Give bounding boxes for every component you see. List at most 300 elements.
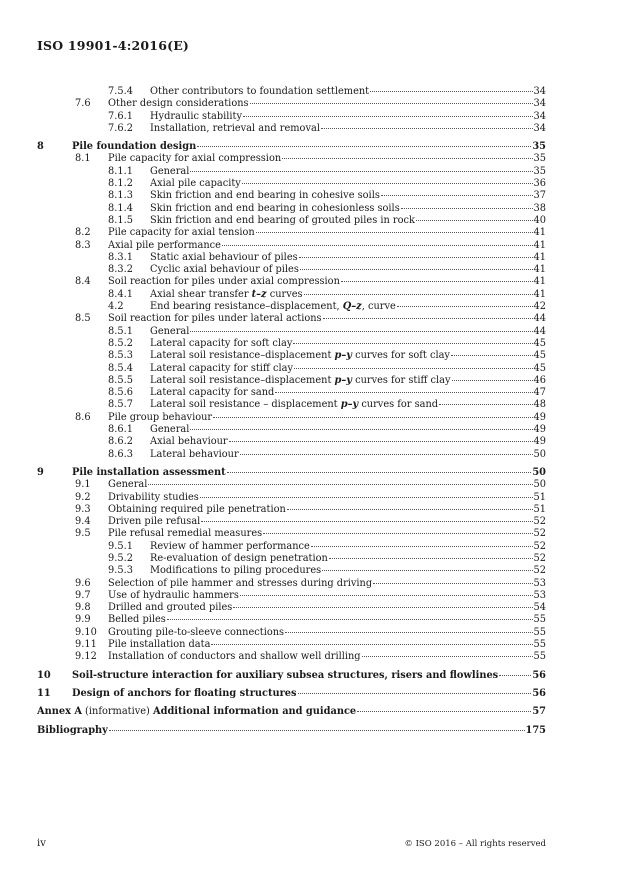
toc-entry-number: 8 [37, 141, 44, 153]
toc-dot-leader [401, 208, 533, 209]
toc-entry-page: 34 [533, 98, 546, 110]
toc-entry[interactable] [37, 215, 546, 227]
toc-entry-page: 41 [533, 276, 546, 288]
toc-entry-page: 37 [533, 190, 546, 202]
toc-entry-number: 8.1.4 [108, 202, 133, 214]
toc-entry-title [150, 252, 298, 264]
toc-entry-number: 9.5.3 [108, 565, 133, 577]
toc-entry[interactable] [37, 479, 546, 491]
toc-entry-title [150, 326, 189, 338]
toc-entry-title-part: Axial shear transfer [150, 288, 252, 300]
toc-entry-page: 53 [533, 589, 546, 601]
toc-dot-leader [233, 607, 532, 608]
toc-entry-title [108, 492, 199, 504]
toc-entry[interactable] [37, 541, 546, 553]
toc-entry-page: 55 [533, 651, 546, 663]
toc-entry[interactable] [37, 553, 546, 565]
toc-entry-page: 36 [533, 178, 546, 190]
toc-dot-leader [357, 711, 531, 712]
toc-dot-leader [451, 355, 533, 356]
document-id-header: ISO 19901-4:2016(E) [37, 38, 190, 53]
toc-entry-number: 9.1 [75, 479, 91, 491]
toc-entry-title-part: Lateral capacity for sand [150, 387, 275, 399]
toc-entry-number: 9.10 [75, 626, 97, 638]
toc-entry-title-part: curves [266, 288, 303, 300]
toc-entry-number: 11 [37, 687, 51, 699]
toc-entry-title [108, 528, 262, 540]
toc-entry[interactable] [37, 203, 546, 215]
toc-entry-title [150, 166, 189, 178]
toc-entry-page: 53 [533, 577, 546, 589]
toc-dot-leader [229, 441, 533, 442]
toc-entry-title-part: General [150, 424, 190, 436]
toc-entry[interactable] [37, 670, 546, 682]
toc-entry-title-part: Axial pile performance [108, 239, 221, 251]
toc-dot-leader [242, 183, 533, 184]
toc-entry-title-part: Other contributors to foundation settlement [150, 86, 370, 97]
toc-dot-leader [190, 171, 532, 172]
toc-entry-title-part: Soil-structure interaction for auxiliary subsea structures, risers and flowlines [72, 669, 499, 681]
toc-dot-leader [298, 693, 532, 694]
toc-entry-title [150, 178, 241, 190]
toc-entry-number: 9.9 [75, 614, 91, 626]
toc-entry-page: 45 [533, 362, 546, 374]
toc-entry-title-part: Review of hammer performance [150, 540, 310, 552]
toc-entry-title-part: End bearing resistance–displacement, [150, 301, 343, 313]
toc-entry-title [150, 424, 189, 436]
toc-entry-title [108, 98, 249, 110]
toc-entry[interactable] [37, 436, 546, 448]
toc-entry[interactable] [37, 141, 546, 153]
toc-entry-title-part: Soil reaction for piles under axial compression [108, 276, 340, 288]
toc-entry-page: 46 [533, 374, 546, 386]
toc-entry-title-part: Installation of conductors and shallow well drilling [108, 651, 361, 663]
toc-entry-page: 52 [533, 540, 546, 552]
toc-entry-title [108, 651, 361, 663]
toc-entry-title-part: Lateral soil resistance–displacement [150, 350, 335, 362]
toc-entry[interactable] [37, 651, 546, 663]
toc-entry[interactable] [37, 98, 546, 110]
toc-entry[interactable] [37, 227, 546, 239]
toc-entry[interactable] [37, 387, 546, 399]
footer-page-number: iv [37, 838, 46, 849]
toc-entry-page: 175 [525, 724, 546, 736]
toc-entry-title-part: Grouting pile-to-sleeve connections [108, 626, 285, 638]
toc-dot-leader [200, 497, 533, 498]
toc-entry[interactable] [37, 639, 546, 651]
toc-entry-number: 10 [37, 669, 51, 681]
toc-entry-title-part: Lateral capacity for stiff clay [150, 362, 293, 374]
toc-dot-leader [322, 570, 532, 571]
toc-entry-number: 9.3 [75, 503, 91, 515]
toc-entry[interactable] [37, 350, 546, 362]
toc-entry-title-part: Belled piles [108, 614, 166, 626]
toc-entry-page: 50 [533, 479, 546, 491]
table-of-contents [37, 86, 546, 737]
toc-entry-page: 50 [532, 466, 546, 478]
toc-entry-page: 52 [533, 552, 546, 564]
toc-entry-number: 8.5.6 [108, 387, 133, 399]
toc-entry-page: 56 [532, 669, 546, 681]
toc-entry[interactable] [37, 467, 546, 479]
toc-dot-leader [263, 533, 532, 534]
toc-entry-number: 8.5.4 [108, 362, 133, 374]
toc-entry-title [150, 363, 293, 375]
toc-dot-leader [222, 245, 533, 246]
toc-entry-title [150, 541, 310, 553]
toc-entry-title [150, 338, 292, 350]
toc-entry-number: 8.3.2 [108, 264, 133, 276]
toc-entry-title [72, 141, 196, 153]
toc-entry-title [150, 264, 299, 276]
toc-entry[interactable] [37, 602, 546, 614]
toc-entry-title-part: Axial behaviour [150, 436, 228, 448]
toc-entry-title-part: Pile refusal remedial measures [108, 528, 263, 540]
toc-entry-title [150, 350, 450, 362]
toc-dot-leader [452, 380, 533, 381]
toc-entry-number: 9.11 [75, 639, 97, 651]
toc-entry-title-part: Lateral behaviour [150, 448, 239, 460]
toc-entry-title [72, 467, 226, 479]
toc-dot-leader [439, 404, 532, 405]
toc-dot-leader [213, 417, 532, 418]
toc-entry-number: 8.4.1 [108, 288, 133, 300]
toc-entry-title [108, 516, 200, 528]
toc-entry-number: 8.5.7 [108, 399, 133, 411]
toc-entry-title [108, 578, 372, 590]
toc-entry-page: 41 [533, 227, 546, 239]
toc-entry[interactable] [37, 313, 546, 325]
toc-entry[interactable] [37, 725, 546, 737]
toc-dot-leader [416, 220, 533, 221]
toc-entry-page: 44 [533, 325, 546, 337]
toc-entry-title [150, 215, 415, 227]
toc-entry-title [72, 670, 498, 682]
toc-entry[interactable] [37, 565, 546, 577]
toc-entry-title-part: Skin friction and end bearing of grouted piles in rock [150, 214, 415, 226]
toc-entry[interactable] [37, 516, 546, 528]
toc-entry-title-part: Pile installation data [108, 639, 211, 651]
toc-entry-number: 7.6.2 [108, 122, 133, 134]
toc-entry-title [150, 387, 274, 399]
toc-entry-title-part: General [150, 325, 190, 337]
toc-entry-page: 49 [533, 436, 546, 448]
toc-dot-leader [370, 91, 532, 92]
toc-entry-number: 8.2 [75, 227, 91, 239]
toc-entry-page: 57 [532, 706, 546, 718]
toc-entry-page: 34 [533, 110, 546, 122]
toc-entry-number: 7.6 [75, 98, 91, 110]
toc-entry-title [150, 289, 303, 301]
toc-entry[interactable] [37, 252, 546, 264]
toc-entry-title-part: General [150, 165, 190, 177]
toc-entry[interactable] [37, 590, 546, 602]
toc-entry[interactable] [37, 492, 546, 504]
toc-entry-page: 52 [533, 516, 546, 528]
toc-dot-leader [197, 146, 531, 147]
toc-dot-leader [321, 128, 533, 129]
toc-entry-title-part: Axial pile capacity [150, 178, 241, 190]
toc-dot-leader [109, 730, 525, 731]
toc-entry[interactable] [37, 363, 546, 375]
toc-entry[interactable] [37, 375, 546, 387]
toc-entry-page: 52 [533, 565, 546, 577]
toc-entry-number: 8.1.3 [108, 190, 133, 202]
toc-entry-number: 9.8 [75, 602, 91, 614]
toc-entry-page: 47 [533, 387, 546, 399]
toc-entry[interactable] [37, 276, 546, 288]
toc-entry-title-part: (informative) [81, 706, 153, 718]
toc-dot-leader [275, 392, 532, 393]
toc-entry[interactable] [37, 166, 546, 178]
toc-entry[interactable] [37, 338, 546, 350]
toc-entry-number: 8.1.5 [108, 214, 133, 226]
toc-entry[interactable] [37, 449, 546, 461]
toc-entry-page: 49 [533, 424, 546, 436]
toc-entry-number: 8.3.1 [108, 251, 133, 263]
toc-entry-page: 52 [533, 528, 546, 540]
toc-dot-leader [227, 472, 532, 473]
toc-entry-title [150, 203, 400, 215]
toc-entry[interactable] [37, 627, 546, 639]
toc-dot-leader [190, 429, 532, 430]
toc-entry-number: 8.1.1 [108, 165, 133, 177]
toc-dot-leader [243, 116, 533, 117]
toc-entry-page: 48 [533, 399, 546, 411]
toc-entry[interactable] [37, 190, 546, 202]
toc-entry-number: 8.6.2 [108, 436, 133, 448]
toc-entry-title-part: Pile capacity for axial tension [108, 227, 255, 239]
toc-dot-leader [304, 294, 533, 295]
toc-entry-page: 40 [533, 214, 546, 226]
toc-entry-title [150, 449, 239, 461]
toc-entry-page: 35 [533, 153, 546, 165]
toc-entry-title [108, 504, 286, 516]
toc-dot-leader [167, 619, 533, 620]
toc-entry-title-part: Driven pile refusal [108, 516, 201, 528]
toc-dot-leader [148, 484, 532, 485]
toc-entry-number: 8.5 [75, 313, 91, 325]
toc-entry-title-part: curves for stiff clay [351, 374, 451, 386]
toc-entry-title-part: , curve [361, 301, 396, 313]
toc-entry-title-part: Skin friction and end bearing in cohesionless soils [150, 202, 400, 214]
toc-entry-number: 8.6.3 [108, 448, 133, 460]
toc-entry-title [108, 313, 322, 325]
toc-entry-title [72, 688, 297, 700]
toc-entry-title-part: Installation, retrieval and removal [150, 122, 320, 134]
toc-entry[interactable] [37, 111, 546, 123]
toc-entry[interactable] [37, 399, 546, 411]
toc-entry-title-part: Annex A [37, 706, 82, 718]
toc-entry-page: 55 [533, 614, 546, 626]
toc-entry[interactable] [37, 688, 546, 700]
toc-entry-page: 41 [533, 239, 546, 251]
toc-entry-title [150, 565, 321, 577]
toc-entry[interactable] [37, 614, 546, 626]
toc-entry-page: 34 [533, 86, 546, 97]
toc-entry-number: 9.6 [75, 577, 91, 589]
toc-dot-leader [294, 368, 533, 369]
toc-entry-title-part: Bibliography [37, 724, 108, 736]
toc-entry-page: 45 [533, 337, 546, 349]
toc-dot-leader [362, 656, 533, 657]
toc-entry[interactable] [37, 326, 546, 338]
toc-entry-number: 8.1 [75, 153, 91, 165]
toc-entry-page: 44 [533, 313, 546, 325]
toc-entry-page: 54 [533, 602, 546, 614]
toc-entry[interactable] [37, 289, 546, 301]
toc-entry-title-part: Lateral soil resistance – displacement [150, 399, 341, 411]
toc-dot-leader [329, 558, 533, 559]
toc-dot-leader [256, 232, 533, 233]
toc-entry-title [150, 375, 451, 387]
toc-entry-number: 8.6 [75, 411, 91, 423]
toc-entry-page: 51 [533, 491, 546, 503]
toc-entry-number: 4.2 [108, 301, 124, 313]
toc-entry-number: 9.7 [75, 589, 91, 601]
toc-entry-number: 7.6.1 [108, 110, 133, 122]
toc-entry-title-part: p–y [334, 350, 352, 362]
toc-entry-title [108, 479, 147, 491]
toc-entry-page: 35 [533, 165, 546, 177]
toc-entry-title [108, 639, 210, 651]
toc-dot-leader [282, 158, 532, 159]
toc-entry-number: 8.5.3 [108, 350, 133, 362]
toc-entry-page: 35 [532, 141, 546, 153]
toc-entry-title-part: Use of hydraulic hammers [108, 589, 239, 601]
toc-entry-title-part: Drilled and grouted piles [108, 602, 233, 614]
toc-dot-leader [201, 521, 532, 522]
toc-dot-leader [293, 343, 532, 344]
toc-entry-number: 8.5.5 [108, 374, 133, 386]
toc-entry-number: 9.5.2 [108, 552, 133, 564]
toc-entry-title-part: Lateral soil resistance–displacement [150, 374, 335, 386]
toc-entry[interactable] [37, 301, 546, 313]
toc-entry-title-part: Static axial behaviour of piles [150, 251, 298, 263]
toc-entry-title [150, 86, 369, 98]
toc-entry-title-part: Hydraulic stability [150, 110, 242, 122]
toc-entry-page: 41 [533, 251, 546, 263]
toc-entry-page: 55 [533, 626, 546, 638]
toc-entry-number: 7.5.4 [108, 86, 133, 97]
toc-entry[interactable] [37, 86, 546, 98]
toc-entry-title-part: Pile installation assessment [72, 466, 226, 478]
toc-entry-number: 9.5.1 [108, 540, 133, 552]
toc-dot-leader [373, 583, 532, 584]
toc-entry-title-part: curves for soft clay [351, 350, 450, 362]
toc-entry-title [150, 399, 438, 411]
toc-entry-title-part: Drivability studies [108, 491, 199, 503]
toc-entry-page: 56 [532, 687, 546, 699]
toc-entry-title [150, 301, 396, 313]
toc-entry-page: 34 [533, 122, 546, 134]
toc-dot-leader [250, 103, 533, 104]
toc-entry-title-part: p–y [334, 374, 352, 386]
toc-entry-page: 50 [533, 448, 546, 460]
toc-entry-number: 8.1.2 [108, 178, 133, 190]
toc-entry-title [150, 436, 228, 448]
toc-entry-title [108, 240, 221, 252]
toc-entry-title-part: Lateral capacity for soft clay [150, 337, 293, 349]
toc-entry[interactable] [37, 504, 546, 516]
toc-entry-page: 55 [533, 639, 546, 651]
toc-entry[interactable] [37, 153, 546, 165]
toc-entry-title [108, 153, 281, 165]
toc-entry-page: 45 [533, 350, 546, 362]
toc-entry-title-part: Pile foundation design [72, 141, 197, 153]
footer-copyright: © ISO 2016 – All rights reserved [404, 839, 546, 849]
toc-entry-page: 41 [533, 264, 546, 276]
toc-entry-title-part: p–y [340, 399, 359, 411]
toc-entry-number: 8.5.2 [108, 337, 133, 349]
toc-entry-number: 8.6.1 [108, 424, 133, 436]
toc-entry-number: 9 [37, 466, 44, 478]
toc-entry[interactable] [37, 528, 546, 540]
toc-dot-leader [211, 644, 532, 645]
toc-entry-page: 42 [533, 301, 546, 313]
toc-entry-title-part: Soil reaction for piles under lateral actions [108, 313, 322, 325]
toc-dot-leader [499, 675, 531, 676]
toc-dot-leader [190, 331, 532, 332]
toc-entry-title-part: Other design considerations [108, 98, 249, 110]
toc-entry-title [108, 227, 255, 239]
toc-entry-title-part: Selection of pile hammer and stresses during driving [108, 577, 373, 589]
toc-entry-title-part: Cyclic axial behaviour of piles [150, 264, 299, 276]
toc-entry-number: 9.2 [75, 491, 91, 503]
toc-dot-leader [240, 454, 533, 455]
toc-entry-title-part: Obtaining required pile penetration [108, 503, 286, 515]
toc-dot-leader [299, 257, 533, 258]
toc-entry[interactable] [37, 123, 546, 135]
toc-entry[interactable] [37, 412, 546, 424]
toc-entry-title-part: Modifications to piling procedures [150, 565, 322, 577]
toc-dot-leader [323, 318, 533, 319]
toc-entry[interactable] [37, 424, 546, 436]
toc-entry[interactable] [37, 578, 546, 590]
toc-entry-title [108, 412, 212, 424]
toc-entry[interactable] [37, 706, 546, 718]
toc-entry-title [150, 111, 242, 123]
toc-dot-leader [341, 281, 533, 282]
toc-dot-leader [381, 195, 533, 196]
toc-entry-title [150, 123, 320, 135]
toc-entry-title-part: Additional information and guidance [153, 706, 357, 718]
toc-entry-page: 51 [533, 503, 546, 515]
toc-entry-title [37, 725, 108, 737]
toc-entry[interactable] [37, 240, 546, 252]
toc-entry-title-part: Q–z [342, 301, 362, 313]
toc-entry-title-part: Re-evaluation of design penetration [150, 552, 328, 564]
toc-dot-leader [240, 595, 533, 596]
toc-entry-title [108, 602, 232, 614]
toc-entry-title-part: General [108, 479, 148, 491]
toc-entry-page: 38 [533, 202, 546, 214]
toc-entry-title [150, 553, 328, 565]
toc-entry[interactable] [37, 264, 546, 276]
toc-entry-number: 9.12 [75, 651, 97, 663]
toc-entry-title-part: Design of anchors for floating structures [72, 687, 297, 699]
toc-entry-title-part: t–z [251, 288, 267, 300]
toc-dot-leader [311, 546, 533, 547]
toc-dot-leader [287, 509, 533, 510]
toc-entry-number: 8.4 [75, 276, 91, 288]
toc-entry-title [150, 190, 380, 202]
toc-entry-title-part: Skin friction and end bearing in cohesive soils [150, 190, 380, 202]
toc-entry-title [108, 590, 239, 602]
toc-entry[interactable] [37, 178, 546, 190]
toc-dot-leader [300, 269, 533, 270]
toc-entry-number: 8.3 [75, 239, 91, 251]
